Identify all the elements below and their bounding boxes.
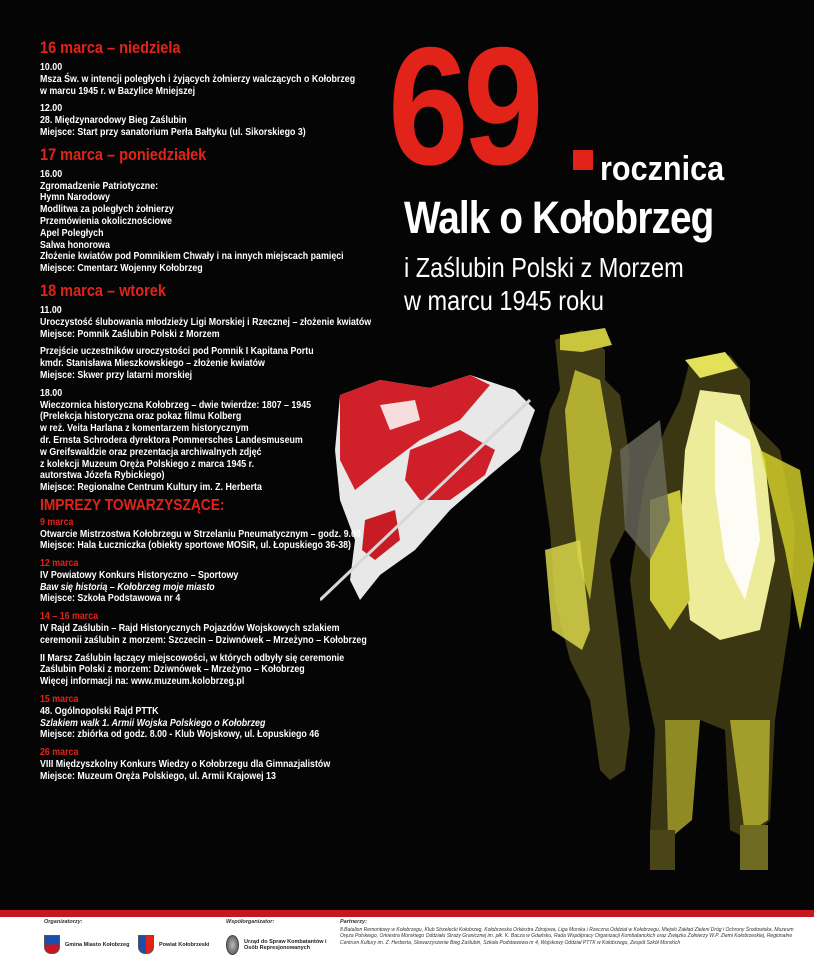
event-line: Miejsce: Regionalne Centrum Kultury im. Z. Herberta: [40, 482, 262, 494]
event-line: Zaślubin Polski z morzem: Dziwnówek – Mrzeżyno – Kołobrzeg: [40, 664, 305, 676]
event-line: Apel Poległych: [40, 227, 104, 239]
event-line: Zgromadzenie Patriotyczne:: [40, 180, 159, 192]
partners-list: 8.Batalion Remontowy w Kołobrzegu, Klub Strzelecki Kołobrzeg, Kołobrzeska Orkiestra Zdrojowa, Liga Morska i Rzeczna Oddział w Kołobrzegu, Miejski Zakład Zieleni Dróg i Ochrony Środowiska, Muzeum Oręża Polskiego, Orkiestra Morskiego Oddziału Straży Granicznej im. płk. K. Bacza w Gdańsku, Rada Współpracy Organizacji Kombatanckich oraz Związku Żołnierzy W.P. Ziemi Kołobrzeskiej, Regionalne Centrum Kultury im. Z. Herberta, Stowarzyszenie Bieg Zaślubin, Szkoła Podstawowa nr 4, Wojskowy Oddział PTTK w Kołobrzegu, Zespół Szkół Morskich: [340, 927, 794, 946]
event-line: Uroczystość ślubowania młodzieży Ligi Morskiej i Rzecznej – złożenie kwiatów: [40, 316, 372, 328]
event-time: 10.00: [40, 62, 63, 73]
side-event-date: 15 marca: [40, 694, 79, 706]
event-line: Przemówienia okolicznościowe: [40, 215, 172, 227]
event-line: Modlitwa za poległych żołnierzy: [40, 204, 174, 216]
event-line: Szlakiem walk 1. Armii Wojska Polskiego o Kołobrzeg: [40, 717, 266, 729]
event-line: 48. Ogólnopolski Rajd PTTK: [40, 705, 159, 717]
event-line: Salwa honorowa: [40, 239, 110, 251]
udsk-emblem-icon: [226, 935, 239, 955]
side-event: [40, 747, 384, 782]
event-line: Hymn Narodowy: [40, 192, 110, 204]
event-line: (Prelekcja historyczna oraz pokaz filmu Kolberg: [40, 411, 242, 423]
side-event-date: 14 – 16 marca: [40, 611, 99, 623]
organizer-powiat-label: Powiat Kołobrzeski: [159, 941, 210, 948]
cosponsor-name: Urząd do Spraw Kombatantów i Osób Represjonowanych: [244, 939, 327, 951]
event-line: IV Powiatowy Konkurs Historyczno – Sportowy: [40, 569, 239, 581]
event-line: IV Rajd Zaślubin – Rajd Historycznych Pojazdów Wojskowych szlakiem: [40, 623, 340, 635]
event-line: 28. Międzynarodowy Bieg Zaślubin: [40, 115, 187, 127]
anniversary-word: rocznica: [600, 150, 725, 188]
subtitle-line-1: i Zaślubin Polski z Morzem: [404, 252, 684, 283]
event-line: VIII Międzyszkolny Konkurs Wiedzy o Kołobrzegu dla Gimnazjalistów: [40, 759, 331, 771]
organizer-gmina-label: Gmina Miasto Kołobrzeg: [65, 941, 130, 948]
event-block: [40, 346, 384, 381]
cosponsor-label: Współorganizator:: [226, 919, 275, 925]
event-line: kmdr. Stanisława Mieszkowskiego – złożenie kwiatów: [40, 358, 265, 370]
event-line: Otwarcie Mistrzostwa Kołobrzegu w Strzelaniu Pneumatycznym – godz. 9.00: [40, 528, 361, 540]
side-event: [40, 694, 384, 741]
side-event: [40, 611, 384, 646]
partners-label: Partnerzy:: [340, 919, 367, 925]
event-line: Wieczornica historyczna Kołobrzeg – dwie twierdze: 1807 – 1945: [40, 399, 312, 411]
gmina-crest-icon: [44, 935, 60, 954]
event-block: [40, 388, 384, 494]
soldiers-flag-illustration: [320, 300, 814, 900]
program-column: [40, 38, 370, 789]
event-line: Baw się historią – Kołobrzeg moje miasto: [40, 581, 215, 593]
event-line: z kolekcji Muzeum Oręża Polskiego z marca 1945 r.: [40, 458, 255, 470]
side-event-date: 12 marca: [40, 558, 79, 570]
sponsors-footer: [0, 910, 814, 960]
powiat-crest-icon: [138, 935, 154, 954]
organizer-powiat: [138, 935, 209, 954]
event-block: [40, 169, 384, 275]
subtitle-line-2: w marcu 1945 roku: [404, 285, 605, 316]
side-events-heading: IMPREZY TOWARZYSZĄCE:: [40, 496, 225, 514]
event-line: Miejsce: Start przy sanatorium Perła Bałtyku (ul. Sikorskiego 3): [40, 126, 306, 138]
event-line: w reż. Veita Harlana z komentarzem historycznym: [40, 423, 249, 435]
event-line: Przejście uczestników uroczystości pod Pomnik I Kapitana Portu: [40, 346, 314, 358]
event-line: Miejsce: Pomnik Zaślubin Polski z Morzem: [40, 328, 220, 340]
number-dot: [573, 150, 593, 170]
day-heading: 16 marca – niedziela: [40, 39, 181, 57]
cosponsor: [226, 935, 336, 955]
event-block: [40, 305, 384, 340]
event-block: [40, 62, 384, 97]
side-event-date: 26 marca: [40, 747, 79, 759]
event-block: [40, 103, 384, 138]
side-event: [40, 558, 384, 605]
day-heading: 18 marca – wtorek: [40, 281, 166, 300]
event-line: II Marsz Zaślubin łączący miejscowości, w których odbyły się ceremonie: [40, 652, 345, 664]
organizers-label: Organizatorzy:: [44, 919, 83, 925]
side-event: [40, 653, 384, 688]
event-line: w marcu 1945 r. w Bazylice Mniejszej: [40, 85, 196, 97]
event-time: 12.00: [40, 103, 63, 115]
footer-accent-bar: [0, 910, 814, 917]
event-time: 16.00: [40, 168, 63, 180]
event-link[interactable]: Więcej informacji na: www.muzeum.kolobrzeg.pl: [40, 676, 245, 688]
event-line: Złożenie kwiatów pod Pomnikiem Chwały i na innych miejscach pamięci: [40, 251, 344, 263]
event-line: Miejsce: Szkoła Podstawowa nr 4: [40, 593, 181, 605]
anniversary-number: 69: [388, 12, 539, 200]
page-title: Walk o Kołobrzeg: [404, 192, 714, 243]
event-line: Msza Św. w intencji poległych i żyjących żołnierzy walczących o Kołobrzeg: [40, 73, 356, 85]
event-line: w Greifswaldzie oraz prezentacja archiwalnych zdjęć: [40, 446, 262, 458]
event-line: Miejsce: Muzeum Oręża Polskiego, ul. Armii Krajowej 13: [40, 770, 276, 782]
organizer-gmina: [44, 935, 129, 954]
event-line: Miejsce: Cmentarz Wojenny Kołobrzeg: [40, 263, 203, 275]
side-event: [40, 517, 384, 552]
event-line: autorstwa Józefa Rybickiego): [40, 470, 165, 482]
event-line: Miejsce: Hala Łuczniczka (obiekty sportowe MOSiR, ul. Łopuskiego 36-38): [40, 540, 351, 552]
day-heading: 17 marca – poniedziałek: [40, 145, 207, 164]
event-line: ceremonii zaślubin z morzem: Szczecin – Dziwnówek – Mrzeżyno – Kołobrzeg: [40, 634, 367, 646]
event-time: 11.00: [40, 304, 62, 316]
event-line: Miejsce: zbiórka od godz. 8.00 - Klub Wojskowy, ul. Łopuskiego 46: [40, 729, 320, 741]
event-time: 18.00: [40, 387, 63, 399]
event-line: Miejsce: Skwer przy latarni morskiej: [40, 369, 193, 381]
event-line: dr. Ernsta Schrodera dyrektora Pommersches Landesmuseum: [40, 434, 303, 446]
side-event-date: 9 marca: [40, 516, 74, 528]
